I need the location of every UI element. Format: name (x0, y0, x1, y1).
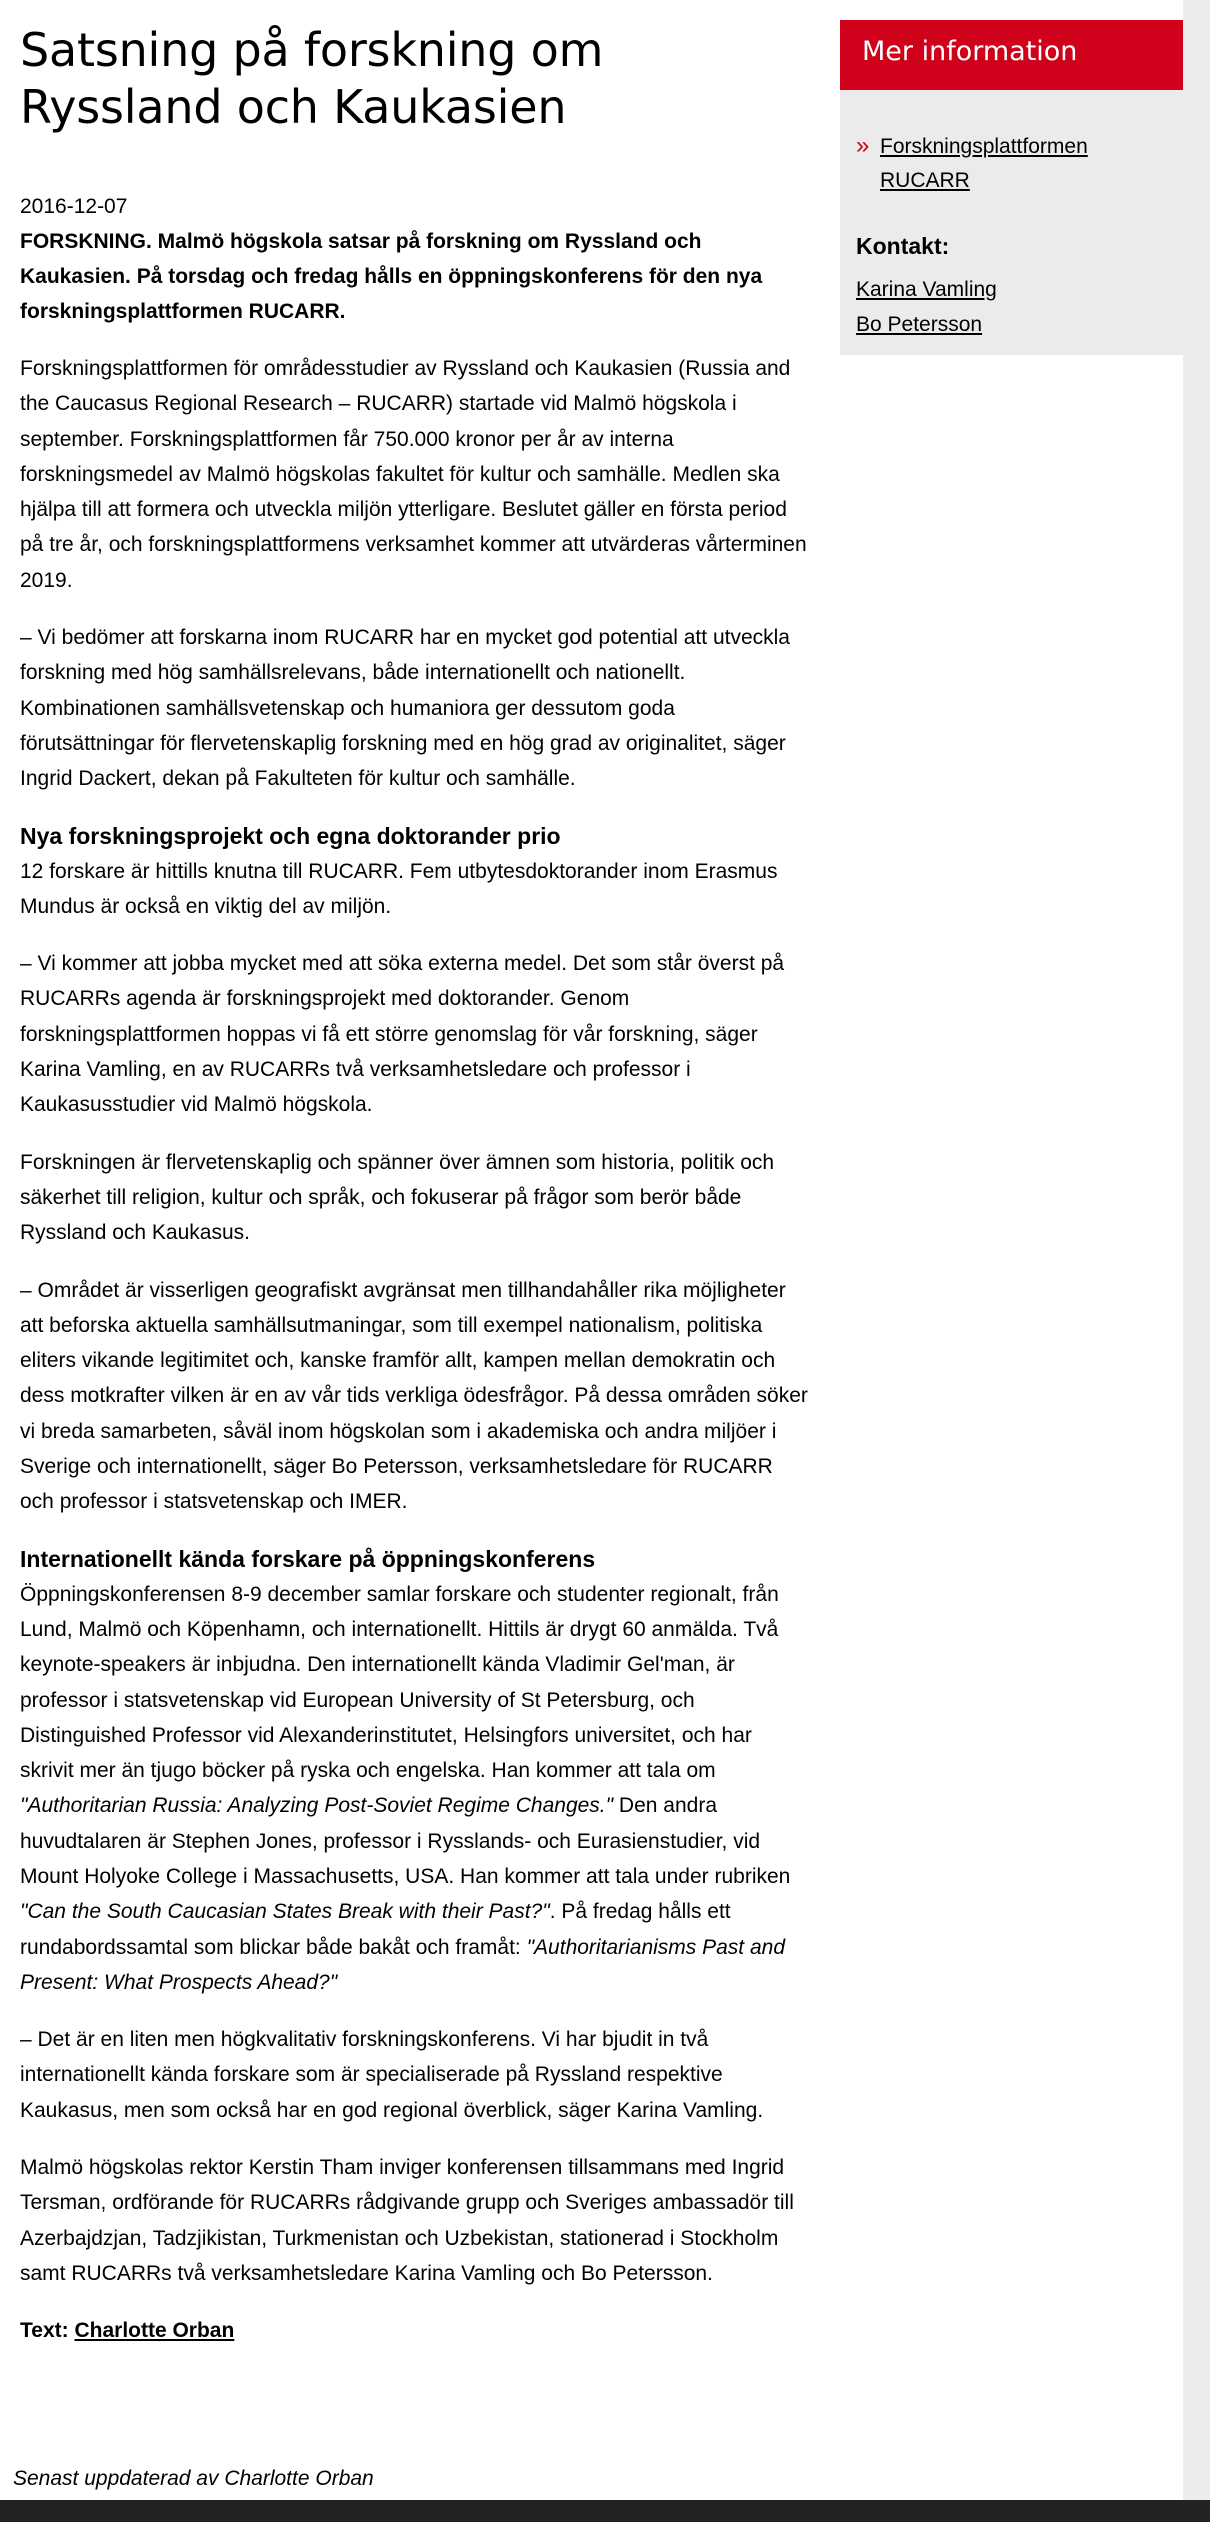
article-lead: FORSKNING. Malmö högskola satsar på forskning om Ryssland och Kaukasien. På torsdag och fredag hålls en öppningskonferens för den nya forskningsplattformen RUCARR. (20, 230, 763, 323)
paragraph: – Vi bedömer att forskarna inom RUCARR har en mycket god potential att utveckla forskning med hög samhällsrelevans, både internationellt och nationellt. Kombinationen samhällsvetenskap och humaniora ger dessutom goda förutsättningar för flervetenskaplig forskning med en hög grad av originalitet, säger Ingrid Dackert, dekan på Fakulteten för kultur och samhälle. (20, 626, 790, 791)
paragraph: Forskningen är flervetenskaplig och spänner över ämnen som historia, politik och säkerhet till religion, kultur och språk, och fokuserar på frågor som berör både Ryssland och Kaukasus. (20, 1150, 775, 1245)
last-updated: Senast uppdaterad av Charlotte Orban (13, 2467, 374, 2490)
right-gutter (1183, 0, 1210, 2500)
contact-label: Kontakt: (856, 233, 950, 259)
paragraph: – Det är en liten men högkvalitativ forskningskonferens. Vi har bjudit in två internationellt kända forskare som är specialiserade på Ryssland respektive Kaukasus, men som också har en god regional överblick, säger Karina Vamling. (20, 2028, 764, 2122)
section-heading: Nya forskningsprojekt och egna doktorander prio (20, 822, 561, 849)
conference-paragraph (20, 1577, 810, 2001)
rucarr-link[interactable]: Forskningsplattformen RUCARR (880, 135, 1088, 192)
contact-link-bo-petersson[interactable]: Bo Petersson (856, 313, 983, 336)
byline-label: Text: (20, 2319, 69, 2343)
article-date: 2016-12-07 (20, 195, 128, 218)
paragraph: – Vi kommer att jobba mycket med att söka externa medel. Det som står överst på RUCARRs agenda är forskningsprojekt med doktorander. Genom forskningsplattformen hoppas vi få ett större genomslag för vår forskning, säger Karina Vamling, en av RUCARRs två verksamhetsledare och professor i Kaukasusstudier vid Malmö högskola. (20, 952, 785, 1117)
sidebar-heading: Mer information (840, 20, 1183, 90)
contact-list (856, 272, 1183, 342)
sidebar-links (856, 130, 1183, 198)
author-link[interactable]: Charlotte Orban (74, 2319, 235, 2343)
article (20, 22, 810, 2348)
contact-link-karina-vamling[interactable]: Karina Vamling (856, 278, 997, 301)
paragraph: 12 forskare är hittills knutna till RUCARR. Fem utbytesdoktorander inom Erasmus Mundus är också en viktig del av miljön. (20, 859, 778, 918)
byline (20, 2313, 810, 2348)
section-heading: Internationellt kända forskare på öppningskonferens (20, 1545, 596, 1572)
sidebar (840, 20, 1183, 355)
talk-title: "Can the South Caucasian States Break with their Past?" (20, 1900, 550, 1924)
sidebar-link-item (856, 130, 1150, 198)
page-title: Satsning på forskning om Ryssland och Kaukasien (20, 23, 604, 134)
paragraph: Forskningsplattformen för områdesstudier av Ryssland och Kaukasien (Russia and the Caucasus Regional Research – RUCARR) startade vid Malmö högskola i september. Forskningsplattformen får 750.000 kronor per år av interna forskningsmedel av Malmö högskolas fakultet för kultur och samhälle. Medlen ska hjälpa till att formera och utveckla miljön ytterligare. Beslutet gäller en första period på tre år, och forskningsplattformens verksamhet kommer att utvärderas vårterminen 2019. (20, 357, 807, 592)
text-span: Öppningskonferensen 8-9 december samlar forskare och studenter regionalt, från Lund, Malmö och Köpenhamn, och internationellt. Hittils är drygt 60 anmälda. Två keynote-speakers är inbjudna. Den internationellt kända Vladimir Gel'man, är professor i statsvetenskap vid European University of St Petersburg, och Distinguished Professor vid Alexanderinstitutet, Helsingfors universitet, och har skrivit mer än tjugo böcker på ryska och engelska. Han kommer att tala om (20, 1582, 779, 1783)
talk-title: "Authoritarianisms Past and Present: What Prospects Ahead?" (20, 1935, 786, 1994)
chevron-right-icon: » (856, 132, 870, 159)
paragraph: – Området är visserligen geografiskt avgränsat men tillhandahåller rika möjligheter att beforska aktuella samhällsutmaningar, som till exempel nationalism, politiska eliters vikande legitimitet och, kanske framför allt, kampen mellan demokratin och dess motkrafter vilken är en av vår tids verkliga ödesfrågor. På dessa områden söker vi breda samarbeten, såväl inom högskolan som i akademiska och andra miljöer i Sverige och internationellt, säger Bo Petersson, verksamhetsledare för RUCARR och professor i statsvetenskap och IMER. (20, 1278, 808, 1514)
text-span: . På fredag hålls ett rundabordssamtal som blickar både bakåt och framåt: (20, 1900, 731, 1959)
footer-bar (0, 2500, 1210, 2522)
talk-title: "Authoritarian Russia: Analyzing Post-Soviet Regime Changes." (20, 1794, 614, 1818)
text-span: Den andra huvudtalaren är Stephen Jones, professor i Rysslands- och Eurasienstudier, vid Mount Holyoke College i Massachusetts, USA. Han kommer att tala under rubriken (20, 1794, 791, 1888)
paragraph: Malmö högskolas rektor Kerstin Tham inviger konferensen tillsammans med Ingrid Tersman, ordförande för RUCARRs rådgivande grupp och Sveriges ambassadör till Azerbajdzjan, Tadzjikistan, Turkmenistan och Uzbekistan, stationerad i Stockholm samt RUCARRs två verksamhetsledare Karina Vamling och Bo Petersson. (20, 2156, 794, 2285)
